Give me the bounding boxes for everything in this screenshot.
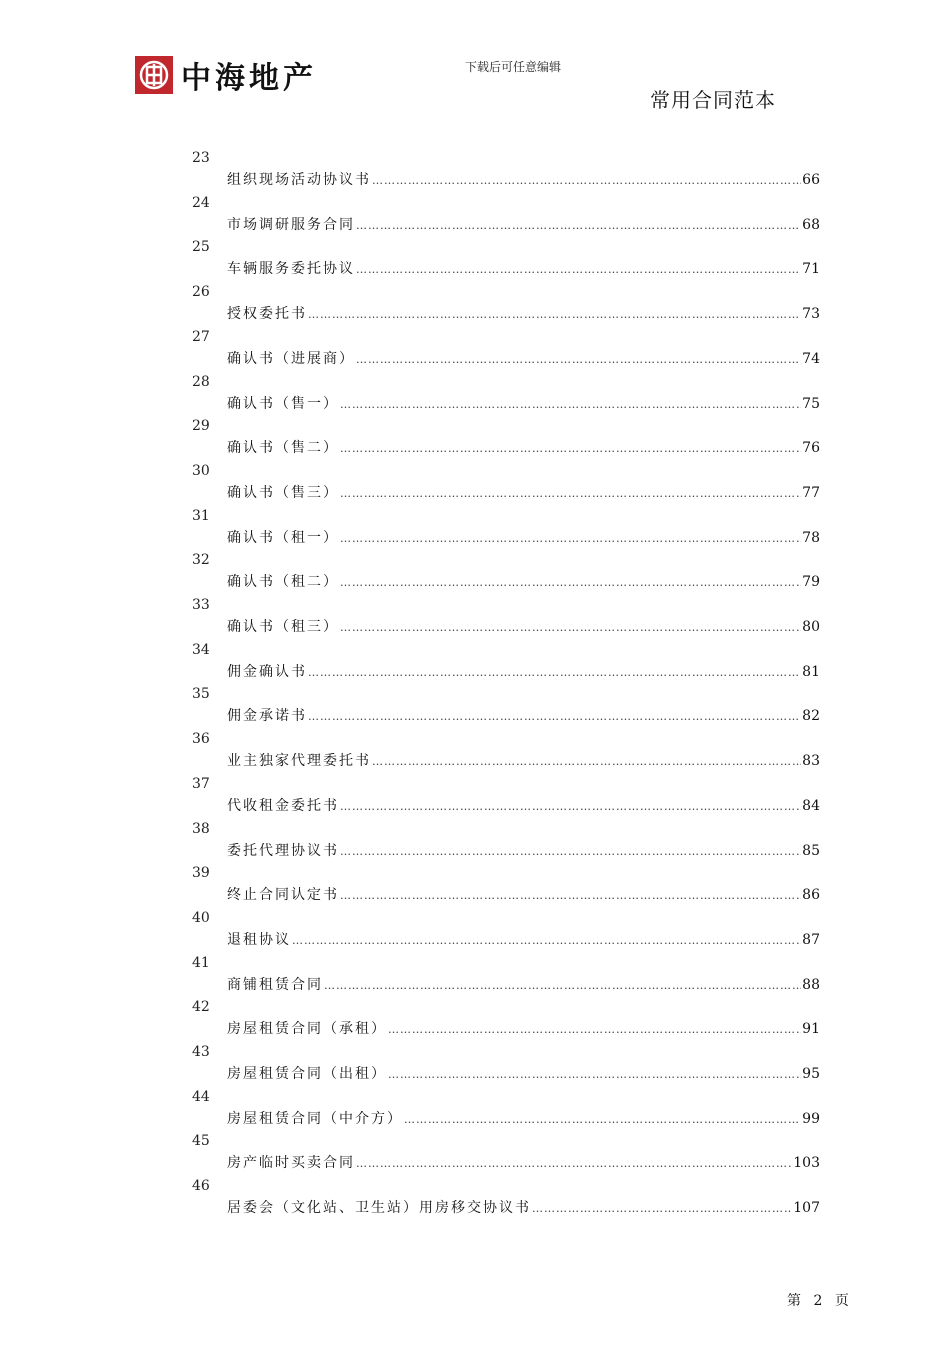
toc-entry-title: 房屋租赁合同（承租） <box>227 1021 387 1038</box>
toc-entry-page: 84 <box>802 797 820 814</box>
dot-leader <box>340 576 801 589</box>
document-title: 常用合同范本 <box>650 88 776 112</box>
toc-entry[interactable] <box>0 776 950 820</box>
toc-entry-number: 34 <box>192 641 210 658</box>
dot-leader <box>340 398 801 411</box>
toc-entry-number: 39 <box>192 865 210 882</box>
toc-entry-page: 71 <box>802 261 820 278</box>
toc-entry[interactable] <box>0 150 950 194</box>
toc-entry[interactable] <box>0 552 950 596</box>
toc-entry-line <box>227 1197 820 1217</box>
toc-entry-title: 房产临时买卖合同 <box>227 1155 355 1172</box>
footer-prefix: 第 <box>787 1293 801 1309</box>
dot-leader <box>340 889 801 902</box>
toc-entry-number: 33 <box>192 597 210 613</box>
toc-entry-title: 车辆服务委托协议 <box>227 261 355 278</box>
company-logo <box>135 55 317 95</box>
toc-entry-number: 26 <box>192 284 210 301</box>
toc-entry[interactable] <box>0 1178 950 1222</box>
toc-entry[interactable] <box>0 418 950 462</box>
toc-entry[interactable] <box>0 508 950 552</box>
dot-leader <box>324 979 801 992</box>
toc-entry-line <box>227 1152 820 1172</box>
toc-entry-page: 66 <box>802 172 820 188</box>
toc-entry[interactable] <box>0 195 950 239</box>
toc-entry-number: 23 <box>192 150 210 166</box>
toc-entry-line <box>227 750 820 770</box>
toc-entry-page: 88 <box>802 976 820 993</box>
toc-entry-title: 确认书（售二） <box>227 440 339 457</box>
toc-entry-page: 78 <box>802 529 820 546</box>
toc-entry[interactable] <box>0 955 950 999</box>
toc-entry-line <box>227 974 820 994</box>
toc-entry-number: 29 <box>192 418 210 435</box>
toc-entry[interactable] <box>0 239 950 283</box>
toc-entry-line <box>227 616 820 636</box>
toc-entry-title: 房屋租赁合同（中介方） <box>227 1110 403 1127</box>
footer-suffix: 页 <box>834 1293 849 1309</box>
toc-entry-title: 确认书（租三） <box>227 619 339 635</box>
toc-entry-title: 代收租金委托书 <box>227 797 339 814</box>
dot-leader <box>340 621 801 634</box>
dot-leader <box>372 174 801 187</box>
toc-entry[interactable] <box>0 910 950 954</box>
toc-entry-line <box>227 571 820 591</box>
toc-entry-title: 确认书（租二） <box>227 574 339 591</box>
toc-entry-page: 68 <box>802 216 820 233</box>
footer-page-number: 2 <box>813 1293 823 1309</box>
toc-entry-line <box>227 214 820 234</box>
toc-entry[interactable] <box>0 1089 950 1133</box>
toc-entry-title: 商铺租赁合同 <box>227 976 323 993</box>
toc-entry-number: 32 <box>192 552 210 569</box>
toc-entry-title: 终止合同认定书 <box>227 887 339 904</box>
toc-entry[interactable] <box>0 597 950 641</box>
toc-entry-number: 44 <box>192 1088 210 1105</box>
toc-entry-line <box>227 348 820 368</box>
toc-entry-page: 73 <box>802 306 820 323</box>
toc-entry-number: 24 <box>192 194 210 211</box>
toc-entry-title: 确认书（进展商） <box>227 350 355 367</box>
dot-leader <box>532 1202 792 1215</box>
dot-leader <box>340 532 801 545</box>
toc-entry-page: 82 <box>802 708 820 725</box>
toc-entry-page: 95 <box>802 1066 820 1082</box>
toc-entry-title: 业主独家代理委托书 <box>227 753 371 770</box>
dot-leader <box>356 219 801 232</box>
dot-leader <box>388 1023 801 1036</box>
dot-leader <box>308 308 801 321</box>
toc-entry-line <box>227 1018 820 1038</box>
toc-entry-number: 45 <box>192 1133 210 1150</box>
toc-entry-number: 43 <box>192 1044 210 1060</box>
dot-leader <box>340 800 801 813</box>
toc-entry-title: 委托代理协议书 <box>227 842 339 859</box>
toc-entry-line <box>227 929 820 949</box>
toc-entry-title: 确认书（租一） <box>227 529 339 546</box>
toc-entry[interactable] <box>0 374 950 418</box>
toc-entry-page: 81 <box>802 663 820 680</box>
toc-entry-page: 74 <box>802 350 820 367</box>
dot-leader <box>404 1113 801 1126</box>
toc-entry-line <box>227 393 820 413</box>
toc-entry[interactable] <box>0 865 950 909</box>
toc-entry-title: 授权委托书 <box>227 306 307 323</box>
toc-entry-line <box>227 258 820 278</box>
toc-entry-number: 46 <box>192 1178 210 1195</box>
toc-entry-line <box>227 884 820 904</box>
toc-entry-number: 27 <box>192 328 210 345</box>
toc-entry-number: 40 <box>192 909 210 926</box>
toc-entry-title: 退租协议 <box>227 931 291 948</box>
toc-entry[interactable] <box>0 329 950 373</box>
dot-leader <box>308 666 801 679</box>
dot-leader <box>356 353 801 366</box>
toc-entry-line <box>227 1063 820 1083</box>
toc-entry-number: 35 <box>192 686 210 703</box>
toc-entry-page: 91 <box>802 1021 820 1038</box>
toc-entry-title: 佣金确认书 <box>227 663 307 680</box>
company-seal-icon <box>135 56 173 94</box>
dot-leader <box>340 487 801 500</box>
toc-entry-page: 86 <box>802 887 820 904</box>
page-header <box>0 0 950 140</box>
toc-entry-page: 99 <box>802 1110 820 1127</box>
dot-leader <box>340 845 801 858</box>
toc-entry-line <box>227 169 820 189</box>
toc-entry-title: 佣金承诺书 <box>227 708 307 725</box>
toc-entry-line <box>227 527 820 547</box>
toc-entry-page: 83 <box>802 753 820 770</box>
dot-leader <box>372 755 801 768</box>
edit-note: 下载后可任意编辑 <box>465 60 562 74</box>
toc-entry-line <box>227 840 820 860</box>
page-footer <box>787 1290 857 1310</box>
toc-entry-number: 42 <box>192 999 210 1016</box>
company-name: 中海地产 <box>181 61 317 96</box>
toc-entry-page: 107 <box>793 1200 820 1217</box>
toc-entry[interactable] <box>0 1044 950 1088</box>
toc-entry[interactable] <box>0 642 950 686</box>
toc-entry-page: 103 <box>793 1155 820 1172</box>
toc-entry-line <box>227 795 820 815</box>
toc-entry-number: 41 <box>192 954 210 971</box>
toc-entry[interactable] <box>0 999 950 1043</box>
toc-entry-number: 28 <box>192 373 210 390</box>
dot-leader <box>356 1157 792 1170</box>
toc-entry-number: 31 <box>192 507 210 524</box>
toc-entry-page: 87 <box>802 931 820 948</box>
toc-entry-title: 房屋租赁合同（出租） <box>227 1066 387 1082</box>
toc-entry-line <box>227 437 820 457</box>
toc-entry[interactable] <box>0 821 950 865</box>
toc-entry-line <box>227 482 820 502</box>
toc-entry[interactable] <box>0 731 950 775</box>
toc-entry-page: 80 <box>802 619 820 635</box>
dot-leader <box>356 263 801 276</box>
dot-leader <box>308 710 801 723</box>
toc-entry-line <box>227 661 820 681</box>
toc-entry-line <box>227 705 820 725</box>
toc-entry[interactable] <box>0 686 950 730</box>
toc-entry-title: 确认书（售三） <box>227 484 339 501</box>
toc-entry-title: 组织现场活动协议书 <box>227 172 371 188</box>
dot-leader <box>340 442 801 455</box>
toc-entry-line <box>227 303 820 323</box>
dot-leader <box>292 934 801 947</box>
toc-entry-page: 85 <box>802 842 820 859</box>
toc-entry-number: 30 <box>192 462 210 479</box>
toc-entry-page: 79 <box>802 574 820 591</box>
toc-entry-line <box>227 1108 820 1128</box>
toc-entry-number: 36 <box>192 731 210 748</box>
toc-entry-title: 居委会（文化站、卫生站）用房移交协议书 <box>227 1200 531 1217</box>
toc-entry-number: 38 <box>192 820 210 837</box>
toc-entry[interactable] <box>0 463 950 507</box>
toc-entry-number: 25 <box>192 239 210 256</box>
toc-entry-page: 75 <box>802 395 820 412</box>
toc-entry-title: 市场调研服务合同 <box>227 216 355 233</box>
toc-entry[interactable] <box>0 1133 950 1177</box>
toc-entry-page: 76 <box>802 440 820 457</box>
toc-entry[interactable] <box>0 284 950 328</box>
dot-leader <box>388 1068 801 1081</box>
toc-entry-page: 77 <box>802 484 820 501</box>
toc-entry-title: 确认书（售一） <box>227 395 339 412</box>
toc-entry-number: 37 <box>192 775 210 792</box>
